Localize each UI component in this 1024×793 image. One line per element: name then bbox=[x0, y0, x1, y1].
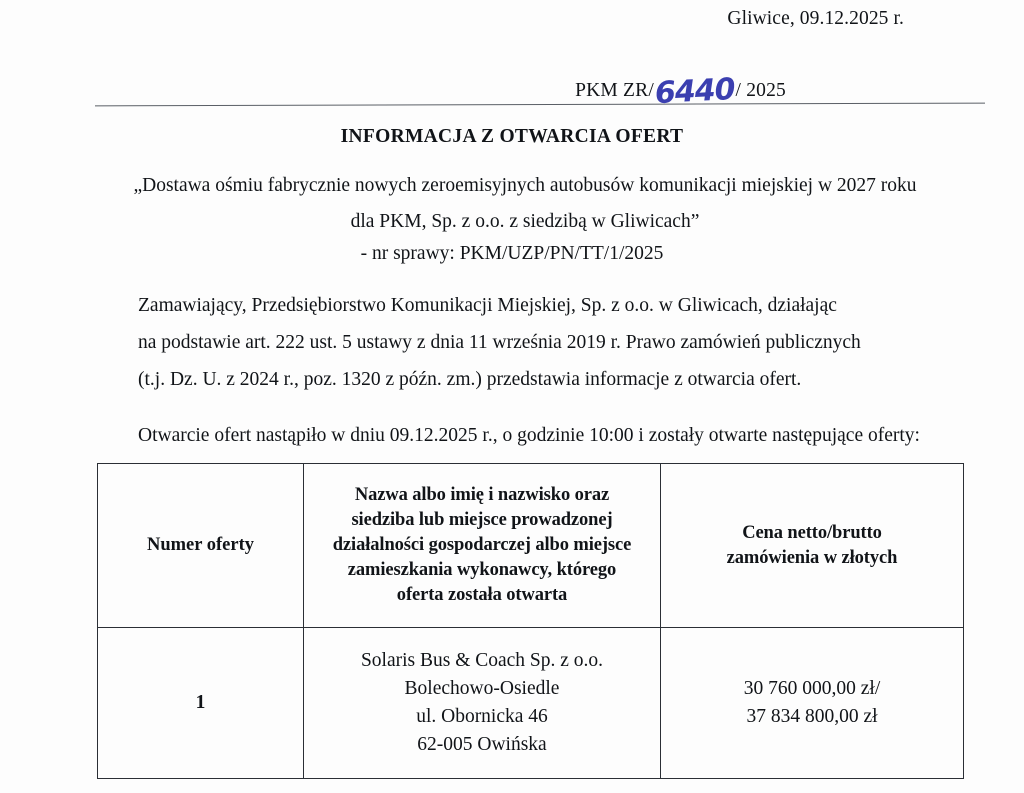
case-number: - nr sprawy: PKM/UZP/PN/TT/1/2025 bbox=[360, 243, 664, 264]
body-line-2-text: na podstawie art. 222 ust. 5 ustawy z dnia 11 września 2019 r. Prawo zamówień publicznych bbox=[138, 332, 861, 353]
cell-offer-number: 1 bbox=[98, 628, 304, 779]
table-row bbox=[98, 628, 964, 779]
column-header-contractor-line-3: działalności gospodarczej albo miejsce bbox=[332, 535, 632, 555]
handwritten-reference-number: 6440 bbox=[654, 71, 736, 112]
column-header-offer-number: Numer oferty bbox=[98, 464, 304, 628]
opening-statement: Otwarcie ofert nastąpiło w dniu 09.12.2025 r., o godzinie 10:00 i zostały otwarte następujące oferty: bbox=[138, 425, 920, 446]
table-body bbox=[98, 628, 964, 779]
body-line-1 bbox=[96, 287, 980, 324]
body-line-2 bbox=[96, 324, 980, 361]
body-line-3: (t.j. Dz. U. z 2024 r., poz. 1320 z późn. zm.) przedstawia informacje z otwarcia ofert. bbox=[138, 369, 802, 390]
column-header-contractor-name bbox=[304, 464, 661, 628]
tender-subject-line-2: roku dla PKM, Sp. z o.o. z siedzibą w Gliwicach” bbox=[350, 175, 917, 232]
contractor-locality: Bolechowo-Osiedle bbox=[404, 678, 560, 699]
column-header-contractor-line-1: Nazwa albo imię i nazwisko oraz bbox=[354, 485, 610, 505]
contractor-street: ul. Obornicka 46 bbox=[416, 706, 548, 727]
reference-suffix: / 2025 bbox=[735, 80, 786, 101]
column-header-price bbox=[661, 464, 964, 628]
table-header bbox=[98, 464, 964, 628]
page-title: INFORMACJA Z OTWARCIA OFERT bbox=[340, 126, 684, 147]
cell-price bbox=[661, 628, 964, 779]
price-gross: 37 834 800,00 zł bbox=[746, 706, 878, 727]
cell-contractor bbox=[304, 628, 661, 779]
body-line-1-text: Zamawiający, Przedsiębiorstwo Komunikacji Miejskiej, Sp. z o.o. w Gliwicach, działając bbox=[138, 295, 837, 316]
column-header-price-line-2: zamówienia w złotych bbox=[726, 547, 898, 568]
tender-subject-line-1: „Dostawa ośmiu fabrycznie nowych zeroemisyjnych autobusów komunikacji miejskiej w 2027 bbox=[133, 175, 876, 196]
tender-subject bbox=[130, 168, 920, 240]
contractor-postal-city: 62-005 Owińska bbox=[417, 734, 547, 755]
contractor-name: Solaris Bus & Coach Sp. z o.o. bbox=[360, 650, 604, 671]
column-header-contractor-line-4: zamieszkania wykonawcy, którego bbox=[347, 560, 617, 580]
table-header-row bbox=[98, 464, 964, 628]
column-header-contractor-line-5: oferta została otwarta bbox=[396, 585, 568, 605]
body-paragraph bbox=[96, 287, 980, 398]
price-net: 30 760 000,00 zł/ bbox=[743, 678, 881, 699]
column-header-price-line-1: Cena netto/brutto bbox=[742, 522, 882, 543]
column-header-contractor-line-2: siedziba lub miejsce prowadzonej bbox=[351, 510, 613, 530]
place-and-date: Gliwice, 09.12.2025 r. bbox=[727, 8, 904, 29]
offers-table bbox=[97, 463, 964, 779]
reference-prefix: PKM ZR/ bbox=[575, 80, 654, 101]
